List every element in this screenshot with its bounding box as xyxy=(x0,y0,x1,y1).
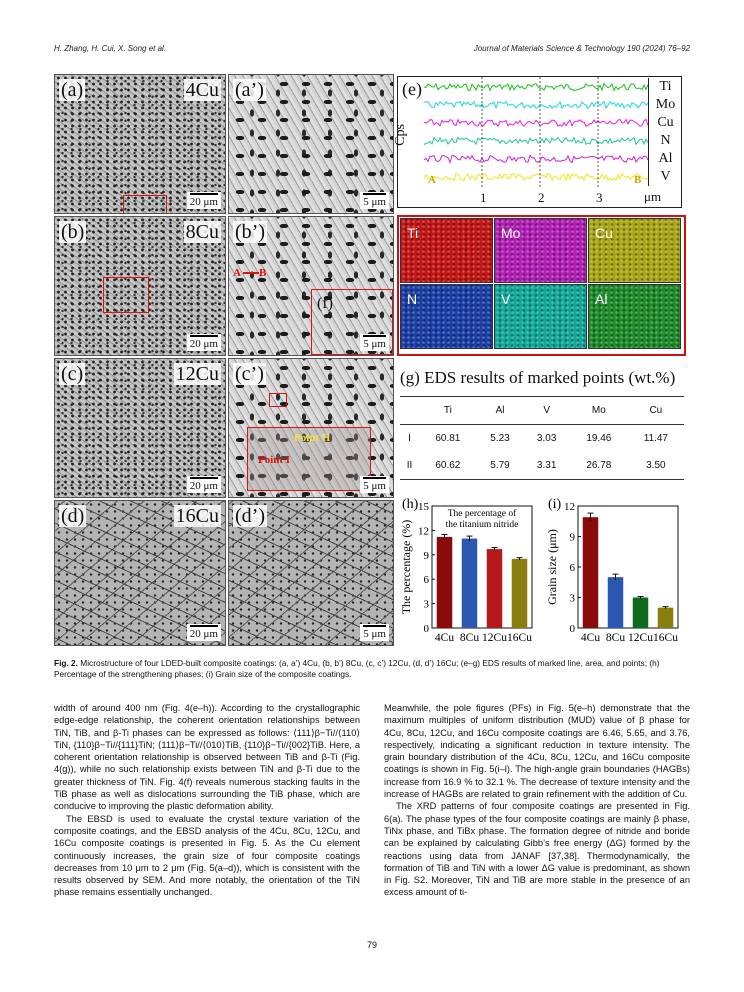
eds-map-ti xyxy=(400,218,493,283)
sem-panel-b xyxy=(54,216,226,356)
element-label-ti: Ti xyxy=(648,78,682,96)
trace-al xyxy=(424,156,648,163)
eds-map-mo xyxy=(494,218,587,283)
y-tick-label: 9 xyxy=(569,531,575,544)
trace-cu xyxy=(424,120,648,127)
panel-label: (c) xyxy=(61,363,84,385)
x-tick-label: 8Cu xyxy=(605,632,626,644)
table-header: Al xyxy=(495,405,505,416)
y-tick-label: 12 xyxy=(564,501,575,513)
table-cell: 3.50 xyxy=(646,460,666,471)
sem-panel-a xyxy=(54,74,226,214)
element-label-al: Al xyxy=(648,150,682,168)
panel-label: (h) xyxy=(402,497,419,512)
point-i-label: Point I xyxy=(258,454,291,466)
sem-panel-a-prime xyxy=(228,74,394,214)
table-cell: 5.79 xyxy=(490,460,510,471)
bar-8cu xyxy=(608,577,624,628)
page-number: 79 xyxy=(366,940,377,950)
paragraph: width of around 400 nm (Fig. 4(e–h)). According to the crystallographic edge-edge relationship, the coherent orientation relationships between TiN, TiB, and β-Ti phases can be expressed as follows: ⟨111⟩β−Ti//⟨110⟩TiN, {110}β−Ti//{111}TiN; ⟨111⟩β−Ti//⟨010⟩TiB, {110}β−Ti//{002}TiB. Here, a coherent orientation relationship is observed between TiB and β-Ti (Fig. 4(g)), while no such relationship exists between TiN and β-Ti due to the greater thickness of TiN. Fig. 4(f) reveals numerous stacking faults in the TiB phase as well as dislocations surrounding the TiB phase, which are conducive to improving the plastic deformation ability. xyxy=(54,703,360,812)
scale-bar: 20 μm xyxy=(187,624,221,641)
caption-text: Microstructure of four LDED-built composite coatings: (a, a’) 4Cu, (b, b’) 8Cu, (c, c’) 12Cu, (d, d’) 16Cu; (e–g) EDS results of marked line, area, and points; (h) Percentage of the strengthening phases; (i) Grain size of the composite coatings. xyxy=(54,658,660,679)
scan-end-label: B xyxy=(634,174,642,186)
bar-16cu xyxy=(512,559,528,628)
map-element-label: Mo xyxy=(501,225,521,241)
x-tick-label: 16Cu xyxy=(653,632,678,644)
eds-map-cu xyxy=(588,218,681,283)
trace-n xyxy=(424,138,648,145)
table-cell: 19.46 xyxy=(586,433,612,444)
x-tick-label: 1 xyxy=(480,190,487,205)
y-tick-label: 6 xyxy=(423,574,429,587)
sem-panel-c-prime xyxy=(228,358,394,498)
bar-4cu xyxy=(583,517,599,628)
y-tick-label: 6 xyxy=(569,562,575,574)
scale-bar: 5 μm xyxy=(360,476,389,493)
table-cell: 11.47 xyxy=(643,433,668,444)
x-unit-label: μm xyxy=(644,189,662,204)
table-cell: 60.62 xyxy=(435,460,461,471)
sem-panel-c xyxy=(54,358,226,498)
sem-panel-b-prime xyxy=(228,216,394,356)
composition-label: 12Cu xyxy=(175,363,219,385)
map-element-label: Al xyxy=(595,291,608,307)
scan-start-label: A xyxy=(428,174,436,186)
paragraph: Meanwhile, the pole figures (PFs) in Fig. 5(e–h) demonstrate that the maximum multiples of uniform distribution (MUD) value of β phase for 4Cu, 8Cu, 12Cu, and 16Cu composite coatings are 6.46, 5.65, and 3.76, respectively, indicating a significant reduction in texture intensity. The grain boundary distribution of the 4Cu, 8Cu, 12Cu, and 16Cu composite coatings is shown in Fig. 5(i–l). The high-angle grain boundaries (HAGBs) increase from 16.9 % to 32.1 %. The decrease of texture intensity and the increase of HAGBs are related to grain refinement with the addition of Cu. xyxy=(384,703,690,800)
scale-bar: 20 μm xyxy=(187,334,221,351)
zoom-region-box xyxy=(269,393,287,407)
panel-label: (b’) xyxy=(235,221,265,243)
y-tick-label: 3 xyxy=(423,598,429,611)
zoom-region-box xyxy=(103,277,149,313)
body-column-left xyxy=(54,702,360,899)
x-tick-label: 4Cu xyxy=(434,632,455,644)
panel-label: (i) xyxy=(548,497,562,512)
running-header-journal: Journal of Materials Science & Technology 190 (2024) 76–92 xyxy=(473,44,690,53)
line-scan-end-label: B xyxy=(259,267,267,279)
element-label-mo: Mo xyxy=(648,96,682,114)
scale-bar: 5 μm xyxy=(360,334,389,351)
trace-ti xyxy=(424,84,648,91)
point-ii-label: Point II xyxy=(294,432,331,444)
panel-label: (d’) xyxy=(235,505,265,527)
y-axis-label: The percentage (%) xyxy=(399,519,413,615)
bar-12cu xyxy=(633,598,649,629)
inset-box xyxy=(247,427,371,491)
table-header: Mo xyxy=(591,405,606,416)
running-header-authors: H. Zhang, H. Cui, X. Song et al. xyxy=(54,44,167,53)
sem-panel-d xyxy=(54,500,226,646)
x-tick-label: 12Cu xyxy=(482,632,507,644)
table-row xyxy=(400,425,684,453)
line-scan-start-label: A xyxy=(233,267,241,279)
y-tick-label: 3 xyxy=(569,592,575,605)
scale-bar: 5 μm xyxy=(360,192,389,209)
table-cell: 26.78 xyxy=(586,460,612,471)
y-tick-label: 0 xyxy=(569,623,575,635)
y-tick-label: 12 xyxy=(418,525,429,538)
table-row xyxy=(400,452,684,480)
table-cell: 60.81 xyxy=(435,433,461,444)
trace-v xyxy=(424,174,648,181)
x-tick-label: 4Cu xyxy=(580,632,601,644)
x-tick-label: 3 xyxy=(596,190,603,205)
table-cell: 3.31 xyxy=(536,460,557,471)
eds-map-n xyxy=(400,284,493,349)
eds-table-title: (g) EDS results of marked points (wt.%) xyxy=(400,368,676,387)
x-tick-label: 12Cu xyxy=(628,632,653,644)
scale-bar: 20 μm xyxy=(187,476,221,493)
composition-label: 4Cu xyxy=(185,79,219,101)
bar-4cu xyxy=(437,537,453,628)
sem-panel-d-prime xyxy=(228,500,394,646)
panel-label: (a’) xyxy=(235,79,264,101)
map-element-label: Ti xyxy=(407,225,419,241)
composition-label: 16Cu xyxy=(175,505,219,527)
x-tick-label: 16Cu xyxy=(507,632,532,644)
paragraph: The EBSD is used to evaluate the crystal texture variation of the composite coatings, and the EBSD analysis of the 4Cu, 8Cu, 12Cu, and 16Cu composite coatings is presented in Fig. 5. As the Cu element continuously increases, the grain size of four composite coatings decreases from 10 μm to 2 μm (Fig. 5(a–d)), which is consistent with the results observed by SEM. And more notably, the orientation of the TiN phase remains essentially unchanged. xyxy=(54,813,360,898)
zoom-region-box xyxy=(123,195,167,214)
x-tick-label: 8Cu xyxy=(459,632,480,644)
panel-label: (a) xyxy=(61,79,84,101)
chart-title-line: the titanium nitride xyxy=(445,520,519,530)
body-column-right xyxy=(384,702,690,899)
scale-bar: 5 μm xyxy=(360,624,389,641)
bar-chart-nitride-percentage xyxy=(398,494,540,650)
panel-label: (b) xyxy=(61,221,85,243)
element-label-v: V xyxy=(648,168,682,186)
paragraph: The XRD patterns of four composite coatings are presented in Fig. 6(a). The phase types of the four composite coatings are mainly β phase, TiNx phase, and TiBx phase. The formation degree of nitride and boride can be explained by calculating Gibb’s free energy (ΔG) formed by the reactions using data from JANAF [37,38]. Thermodynamically, the formation of TiB and TiN with a lower ΔG value is predominant, as shown in Fig. S2. Moreover, TiN and TiB are more stable in the presence of an excess amount of ti- xyxy=(384,801,690,898)
x-tick-label: 2 xyxy=(538,190,545,205)
eds-map-al xyxy=(588,284,681,349)
eds-map-frame xyxy=(397,215,686,356)
table-cell: II xyxy=(406,460,413,471)
figure-caption xyxy=(54,658,690,680)
composition-label: 8Cu xyxy=(185,221,219,243)
bar-chart-grain-size xyxy=(544,494,686,650)
panel-label: (e) xyxy=(402,79,422,99)
panel-label: (c’) xyxy=(235,363,264,385)
line-scan-plot xyxy=(424,77,648,189)
element-label-cu: Cu xyxy=(648,114,682,132)
y-tick-label: 9 xyxy=(423,549,429,562)
table-cell: 3.03 xyxy=(536,433,557,444)
eds-map-v xyxy=(494,284,587,349)
element-label-n: N xyxy=(648,132,682,150)
line-scan-line xyxy=(243,272,259,274)
table-header xyxy=(400,397,419,425)
table-cell: 5.23 xyxy=(490,433,510,444)
table-cell: I xyxy=(408,433,411,444)
eds-results-table xyxy=(400,396,684,480)
chart-title-line: The percentage of xyxy=(447,509,517,519)
y-axis-label: Grain size (μm) xyxy=(545,529,559,605)
table-header: Cu xyxy=(649,405,663,416)
map-element-label: Cu xyxy=(595,225,613,241)
panel-label: (d) xyxy=(61,505,85,527)
table-header: V xyxy=(543,405,550,416)
bar-12cu xyxy=(487,549,503,628)
bar-8cu xyxy=(462,539,478,628)
y-tick-label: 15 xyxy=(418,501,429,513)
trace-mo xyxy=(424,102,648,109)
y-tick-label: 0 xyxy=(423,623,429,635)
y-axis-label: Cps xyxy=(392,124,408,146)
scale-bar: 20 μm xyxy=(187,192,221,209)
map-element-label: V xyxy=(501,291,511,307)
map-element-label: N xyxy=(407,291,418,307)
eds-line-scan xyxy=(392,76,682,208)
area-map-label: (f) xyxy=(317,295,333,312)
caption-lead: Fig. 2. xyxy=(54,658,78,668)
table-header: Ti xyxy=(443,405,452,416)
bar-16cu xyxy=(658,608,674,628)
